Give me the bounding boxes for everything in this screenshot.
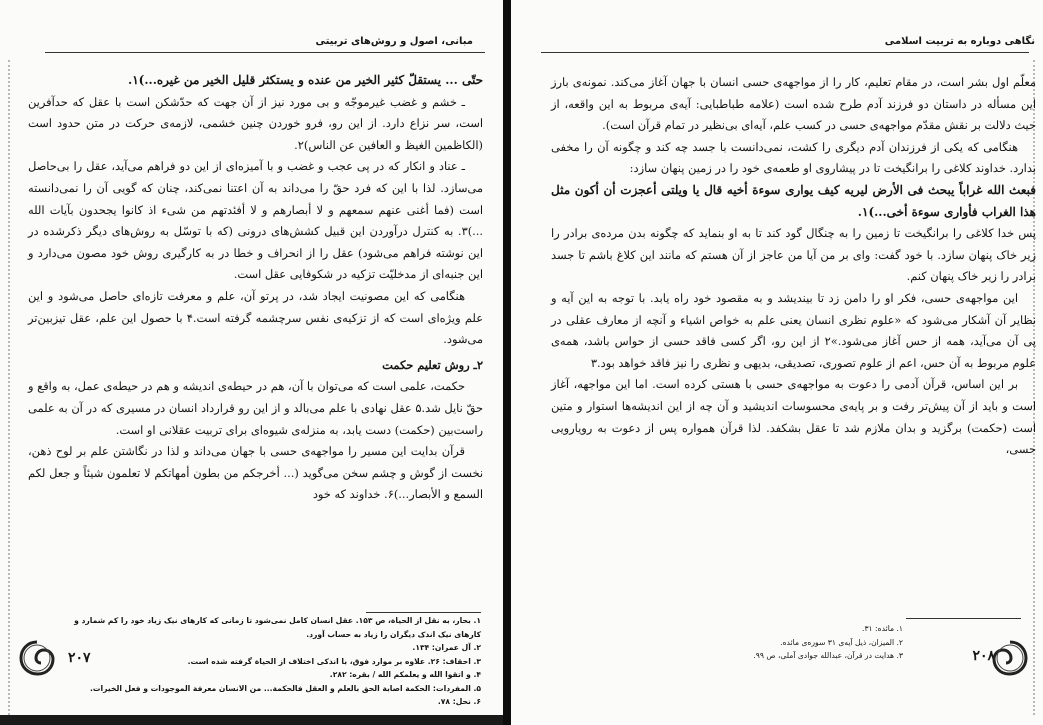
footnote: ۴. و اتقوا الله و یعلمکم الله / بقره: ۲۸۲. [329,670,481,679]
page-ornament-icon [991,640,1029,676]
left-page [0,0,503,715]
paragraph: حتّی ... یستقلّ کثیر الخیر من عنده و یستکثر قلیل الخیر من غیره...)۱. [128,73,483,87]
section-heading: ۲ـ روش تعلیم حکمت [382,357,483,372]
running-head: نگاهی دوباره به تربیت اسلامی [884,36,1035,47]
footnote-rule [366,612,481,613]
right-page [511,0,1043,725]
paragraph: ـ خشم و غضب غیرموجّه و بی مورد نیز از آن جهت که حدّشکن است با عقل که حدآفرین است، سر نزاع دارد. از این رو، فرو خوردن چنین خشمی، لازمه‌ی حرکت در متن حدود است (الکاظمین الغیظ و العافین عن الناس)۲. [28,94,483,152]
footnote: ۳. هدایت در قرآن، عبدالله جوادی آملی، ص ۹۹. [753,651,903,660]
margin-dotted-line [8,60,10,715]
footnote-rule [906,618,1021,619]
paragraph: هنگامی که این مصونیت ایجاد شد، در پرتو آن، علم و معرفت تازه‌ای حاصل می‌شود و این علم ویژه‌ای است که از تزکیه‌ی نفس سرچشمه گرفته است.۴ با حصول این علم، عقل تیزبین‌تر می‌شود. [28,288,483,347]
footnote: ۶. نحل: ۷۸. [437,697,481,706]
page-number: ۲۰۸ [972,648,995,664]
body-text [28,70,483,506]
footnote: ۲. آل عمران: ۱۳۴. [412,643,481,652]
footnote: ۵. المفردات: الحکمة اصابة الحق بالعلم و العقل فالحکمة... من الانسان معرفة الموجودات و فعل الخیرات. [90,683,481,693]
body-text [551,72,1036,461]
header-rule [541,52,1029,53]
paragraph: این مواجهه‌ی حسی، فکر او را دامن زد تا بیندیشد و به مقصود خود راه یابد. با توجه به این آیه و نظایر آن آشکار می‌شود که «علوم نظری انسان یعنی علم به خواص اشیاء و آنچه از معارف عقلی در پی آن می‌آید، همه از حس آغاز می‌شود.»۲ از این رو، اگر کسی فاقد حسی از حواس باشد، همه‌ی علوم مربوط به آن حس، اعم از علوم تصوری، تصدیقی، بدیهی و نظری را نیز فاقد خواهد بود.۳ [551,290,1036,370]
footnotes [71,614,481,709]
paragraph: فبعث الله غراباً یبحث فی الأرض لیریه کیف یواری سوءة أخیه قال یا ویلتی أعجزت أن أکون مثل هذا الغراب فأواری سوءة أخی...)۱. [551,182,1036,219]
page-ornament-icon [18,640,56,676]
footnote: ۱. بحار، به نقل از الحیاة، ص ۱۵۳. عقل انسان کامل نمی‌شود تا زمانی که کارهای نیک زیاد خود را کم شمارد و کارهای نیک اندک دیگران را زیاد به حساب آورد. [74,616,481,639]
footnotes [683,622,903,663]
book-gutter [503,0,511,725]
paragraph: قرآن بدایت این مسیر را مواجهه‌ی حسی با جهان می‌داند و لذا در نگاشتن علم بر لوح ذهن، نخست از گوش و چشم سخن می‌گوید (... أخرجکم من بطون أمهاتکم لا تعلمون شیئاً و جعل لکم السمع و الأبصار...)۶. خداوند که خود [28,444,483,502]
footnote: ۱. مائده: ۳۱. [862,624,903,633]
page-number: ۲۰۷ [68,650,91,666]
paragraph: بر این اساس، قرآن آدمی را دعوت به مواجهه‌ی حسی با هستی کرده است. اما این مواجهه، آغاز است و باید از آن پیش‌تر رفت و بر پایه‌ی محسوسات اندیشید و آن چه از این اندیشه‌ها استوار و متین است (حکمت) برگزید و بدان ملازم شد تا عقل بشکفد. لذا قرآن همواره پس از دعوت به رویارویی حسی، [551,377,1036,457]
paragraph: پس خدا کلاغی را برانگیخت تا زمین را به چنگال گود کند تا به او بنماید که چگونه بدن مرده‌ی برادر را زیر خاک پنهان سازد. با خود گفت: وای بر من آیا من عاجز از آن هستم که مانند این کلاغ باشم تا جسد برادر را زیر خاک پنهان کنم. [551,226,1036,284]
paragraph: معلّم اول بشر است، در مقام تعلیم، کار را از مواجهه‌ی حسی انسان با جهان آغاز می‌کند. نمونه‌ی بارز این مسأله در داستان دو فرزند آدم طرح شده است (علامه طباطبایی: آیه‌ی مربوط به این واقعه، از حیث دلالت بر نقش مقدّم مواجهه‌ی حسی در کسب علم، آیه‌ای بی‌نظیر در تمام قرآن است). [551,75,1036,133]
footnote: ۳. احقاف: ۲۶. علاوه بر موارد فوق، با اندکی اختلاف از الحیاة گرفته شده است. [187,656,481,666]
paragraph: هنگامی که یکی از فرزندان آدم دیگری را کشت، نمی‌دانست با جسد چه کند و چگونه آن را مخفی بدارد. خداوند کلاغی را برانگیخت تا در پیشاروی او طعمه‌ی خود را در زمین پنهان سازد: [551,139,1036,176]
paragraph: ـ عناد و انکار که در پی عجب و غضب و با آمیزه‌ای از این دو فراهم می‌آید، عقل را بی‌حاصل می‌سازد. لذا با این که فرد حقّ را می‌داند به آن اعتنا نمی‌کند، چنان که گویی آن را نمی‌دانسته است (فما أغنی عنهم سمعهم و لا أبصارهم و لا أفئدتهم من شیء اذ کانوا یجحدون بآیات الله ...)۳. به کنترل درآوردن این قبیل کشش‌های درونی (که با توسّل به روش‌های دیگر ذکرشده در این نوشته فراهم می‌شود) عقل را از انحراف و خطا در به کارگیری روش خود مصون می‌دارد و این جنبه‌ای از مدخلیّت تزکیه در شکوفایی عقل است. [28,159,483,282]
paragraph: حکمت، علمی است که می‌توان با آن، هم در حیطه‌ی اندیشه و هم در حیطه‌ی عمل، به واقع و حقّ نایل شد.۵ عقل نهادی با علم می‌بالد و از این رو قرارداد انسان در مسیری که در آن به علمی راست‌بین (حکمت) دست یابد، به منزله‌ی شیوه‌ای برای تربیت عقلانی او است. [28,379,484,437]
running-head: مبانی، اصول و روش‌های تربیتی [315,36,473,47]
header-rule [45,52,485,53]
footnote: ۲. المیزان، ذیل آیه‌ی ۳۱ سوره‌ی مائده. [780,637,903,647]
